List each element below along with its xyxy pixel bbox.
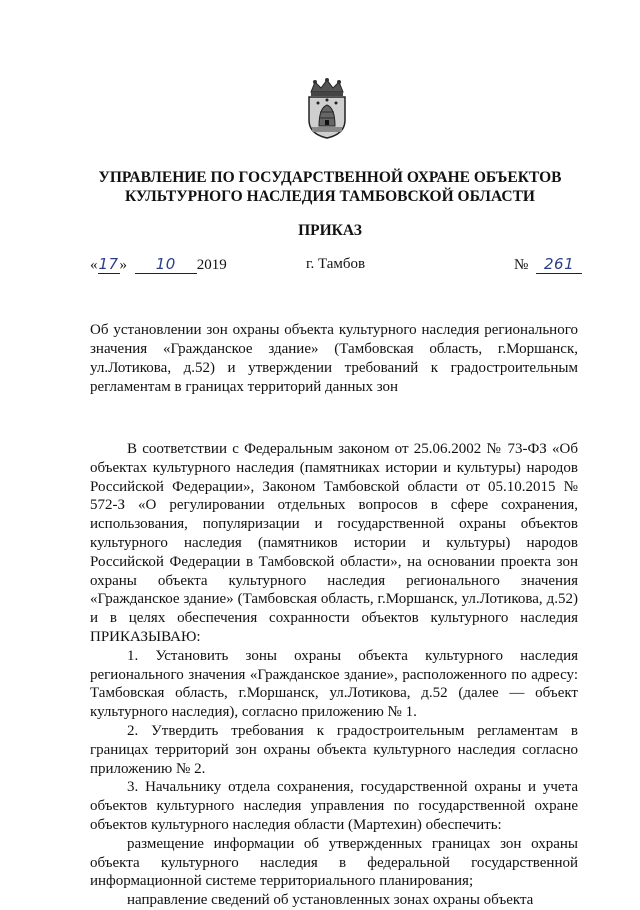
order-date xyxy=(90,256,227,274)
paragraph-subitem-1: размещение информации об утвержденных границах зон охраны объекта культурного наследия в федеральной государственной информационной системе территориального планирования; xyxy=(90,835,578,890)
order-number xyxy=(514,256,582,274)
order-subject: Об установлении зон охраны объекта культурного наследия регионального значения «Гражданское здание» (Тамбовская область, г.Моршанск, ул.Лотикова, д.52) и утверждении требований к градостроительным регламентам в границах территорий данных зон xyxy=(90,322,578,395)
paragraph-preamble: В соответствии с Федеральным законом от 25.06.2002 № 73-ФЗ «Об объектах культурного наследия (памятниках истории и культуры) народов Российской Федерации», Законом Тамбовской области от 05.10.2015 № 572-З «О регулировании отдельных вопросов в сфере сохранения, использования, популяризации и государственной охраны объектов культурного наследия (памятников истории и культуры) народов Российской Федерации в Тамбовской области», на основании проекта зон охраны объекта культурного наследия регионального значения «Гражданское здание» (Тамбовская область, г.Моршанск, ул.Лотикова, д.52) и в целях обеспечения сохранности объектов культурного наследия ПРИКАЗЫВАЮ: xyxy=(90,441,578,645)
paragraph-subitem-2: направление сведений об установленных зонах охраны объекта xyxy=(127,892,534,909)
tambov-coat-of-arms-icon xyxy=(303,78,351,140)
order-heading: ПРИКАЗ xyxy=(298,222,362,239)
agency-title-line-1: УПРАВЛЕНИЕ ПО ГОСУДАРСТВЕННОЙ ОХРАНЕ ОБЪЕКТОВ xyxy=(98,169,562,186)
number-value: 261 xyxy=(536,256,582,274)
paragraph-item-1: 1. Установить зоны охраны объекта культурного наследия регионального значения «Гражданское здание», расположенного по адресу: Тамбовская область, г.Моршанск, ул.Лотикова, д.52 (далее — объект культурного наследия), согласно приложению № 1. xyxy=(90,647,578,721)
agency-title-line-2: КУЛЬТУРНОГО НАСЛЕДИЯ ТАМБОВСКОЙ ОБЛАСТИ xyxy=(125,188,535,205)
order-body xyxy=(90,440,578,910)
dateline xyxy=(0,256,640,280)
number-label: № xyxy=(514,257,529,273)
quote-open: « xyxy=(90,257,98,273)
agency-title xyxy=(90,168,570,206)
paragraph-item-2: 2. Утвердить требования к градостроительным регламентам в границах территорий зон охраны объекта культурного наследия согласно приложению № 2. xyxy=(90,722,578,777)
date-year: 2019 xyxy=(196,257,227,273)
date-month: 10 xyxy=(135,256,197,274)
quote-close: » xyxy=(119,257,127,273)
paragraph-item-3: 3. Начальнику отдела сохранения, государственной охраны и учета объектов культурного наследия управления по государственной охране объектов культурного наследия области (Мартехин) обеспечить: xyxy=(90,779,578,833)
order-city: г. Тамбов xyxy=(306,256,366,272)
date-day: 17 xyxy=(98,255,119,273)
